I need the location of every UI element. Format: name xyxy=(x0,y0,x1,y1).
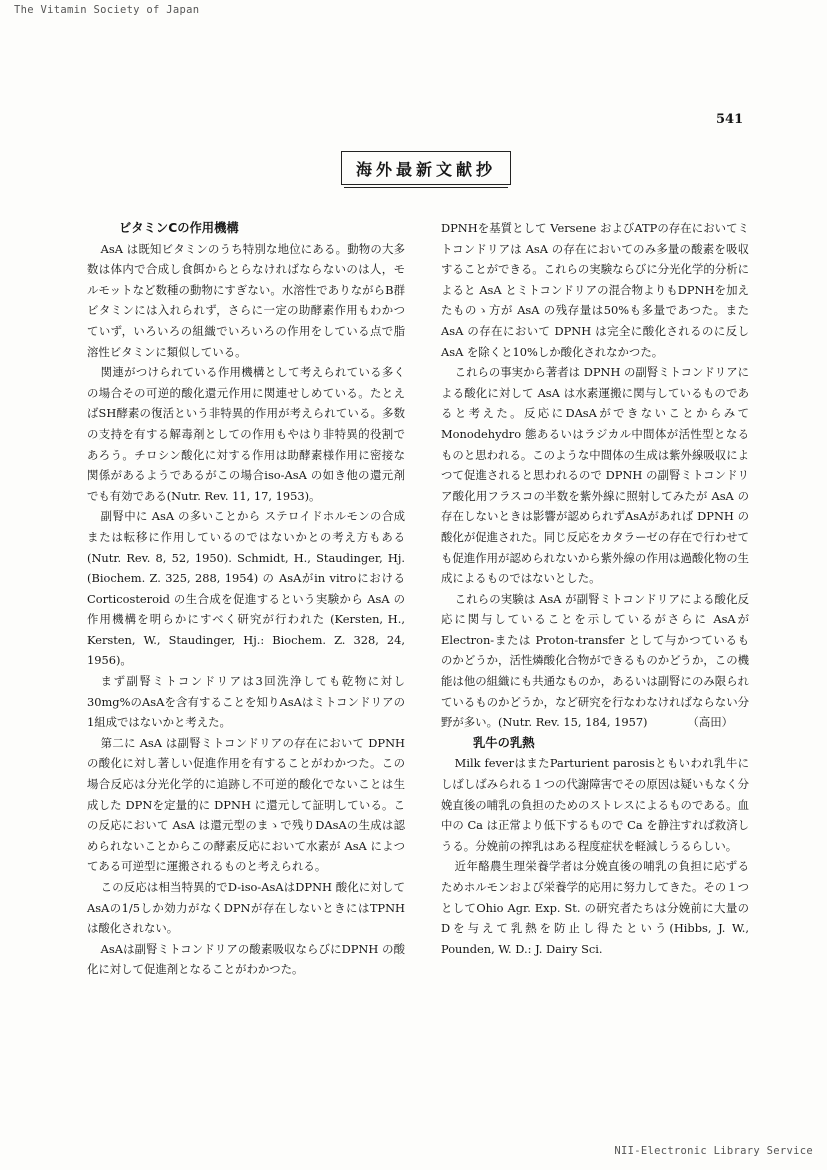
left-column xyxy=(87,218,405,980)
article1-paragraph-5: 第二に AsA は副腎ミトコンドリアの存在において DPNH の酸化に対し著しい促進作用を有することがわかつた。この場合反応は分光化学的に追跡し不可逆的酸化でないことは生成した DPNを定量的に DPNH に還元して証明している。この反応において AsA は還元型のまゝで残りDAsAの生成は認められないことからこの酵素反応において水素が AsA によつてある可逆型に運搬されるものと考えられる。 xyxy=(87,735,405,874)
section-title: 海外最新文献抄 xyxy=(341,151,511,185)
article1-title: ビタミンCの作用機構 xyxy=(119,221,239,235)
article1-paragraph-1: AsA は既知ビタミンのうち特別な地位にある。動物の大多数は体内で合成し食餌からとらなければならないのは人，モルモットなど数種の動物にすぎない。水溶性でありながらB群ビタミンには入れられず，さらに一定の助酵素作用もわかつていず，いろいろの組織でいろいろの作用をしている点で脂溶性ビタミンに類似している。 xyxy=(87,241,405,359)
article2-title: 乳牛の乳熱 xyxy=(473,735,535,750)
page-number: 541 xyxy=(716,112,744,127)
article1-paragraph-7: AsAは副腎ミトコンドリアの酸素吸収ならびにDPNH の酸化に対して促進剤となることがわかつた。 xyxy=(87,941,405,977)
society-header: The Vitamin Society of Japan xyxy=(14,4,200,16)
article1-paragraph-2: 関連がつけられている作用機構として考えられている多くの場合その可逆的酸化還元作用に関連せしめている。たとえばSH酵素の復活という非特異的作用が考えられている。多数の支持を有する解毒剤としての作用もやはり非特異的役割であろう。チロシン酸化に対する作用は助酵素様作用に密接な関係があるようであるがこの場合iso-AsA の如き他の還元剤でも有効である(Nutr. Rev. 11, 17, 1953)。 xyxy=(87,365,405,503)
article1-continued-1: DPNHを基質として Versene およびATPの存在においてミトコンドリアは AsA の存在においてのみ多量の酸素を吸収することができる。これらの実験ならびに分光化学的分析によると AsA とミトコンドリアの混合物よりもDPNHを加えたものゝ方が AsA の残存量は50%も多量であつた。また AsA の存在において DPNH は完全に酸化されるのに反し AsA を除くと10%しか酸化されなかつた。 xyxy=(441,221,749,359)
article1-paragraph-4: まず副腎ミトコンドリアは3回洗浄しても乾物に対し30mg%のAsAを含有することを知りAsAはミトコンドリアの1組成ではないかと考えた。 xyxy=(87,674,405,730)
right-column xyxy=(441,218,749,959)
article1-author: （高田） xyxy=(687,715,733,730)
article1-continued-3: これらの実験は AsA が副腎ミトコンドリアによる酸化反応に関与していることを示しているがさらに AsAが Electron-または Proton-transfer として与かつているものかどうか，活性燐酸化合物ができるものかどうか，この機能は他の組織にも共通なものか，あるいは副腎にのみ限られているものかどうか，など研究を行なわなければならない分野が多い。(Nutr. Rev. 15, 184, 1957) xyxy=(441,591,749,730)
article1-continued-2: これらの事実から著者は DPNH の副腎ミトコンドリアによる酸化に対して AsA は水素運搬に関与しているものであると考えた。反応にDAsAができないことからみてMonodehydro 態あるいはラジカル中間体が活性型となるものと思われる。このような中間体の生成は紫外線吸収によつて促進されると思われるので DPNH の副腎ミトコンドリア酸化用フラスコの半数を紫外線に照射してみたが AsA の存在しないときは影響が認められずAsAがあれば DPNH の酸化が促進された。同じ反応をカタラーゼの存在で行わせても促進作用が認められないから紫外線の作用は過酸化物の生成によるものではないとした。 xyxy=(441,365,749,586)
library-service-footer: NII-Electronic Library Service xyxy=(614,1145,813,1157)
article2-paragraph-2: 近年酪農生理栄養学者は分娩直後の哺乳の負担に応ずるためホルモンおよび栄養学的応用に努力してきた。その１つとしてOhio Agr. Exp. St. の研究者たちは分娩前に大量のDを与えて乳熱を防止し得たという(Hibbs, J. W., Pounden, W. D.: J. Dairy Sci. xyxy=(441,859,749,956)
article1-paragraph-3: 副腎中に AsA の多いことから ステロイドホルモンの合成または転移に作用しているのではないかとの考え方もある(Nutr. Rev. 8, 52, 1950). Schmidt, H., Staudinger, Hj. (Biochem. Z. 325, 288, 1954) の AsAがin vitroにおける Corticosteroid の生合成を促進するという実験から AsA の作用機構を明らかにすべく研究が行われた (Kersten, H., Kersten, W., Staudinger, Hj.: Biochem. Z. 328, 24, 1956)。 xyxy=(87,509,405,668)
article1-paragraph-6: この反応は相当特異的でD-iso-AsAはDPNH 酸化に対してAsAの1/5しか効力がなくDPNが存在しないときにはTPNHは酸化されない。 xyxy=(87,880,405,936)
article2-paragraph-1: Milk feverはまたParturient parosisともいわれ乳牛にしばしばみられる１つの代謝障害でその原因は疑いもなく分娩直後の哺乳の負担のためのストレスによるものである。血中の Ca は正常より低下するもので Ca を静注すれば救済しうる。分娩前の搾乳はある程度症状を軽減しうるらしい。 xyxy=(441,756,749,853)
